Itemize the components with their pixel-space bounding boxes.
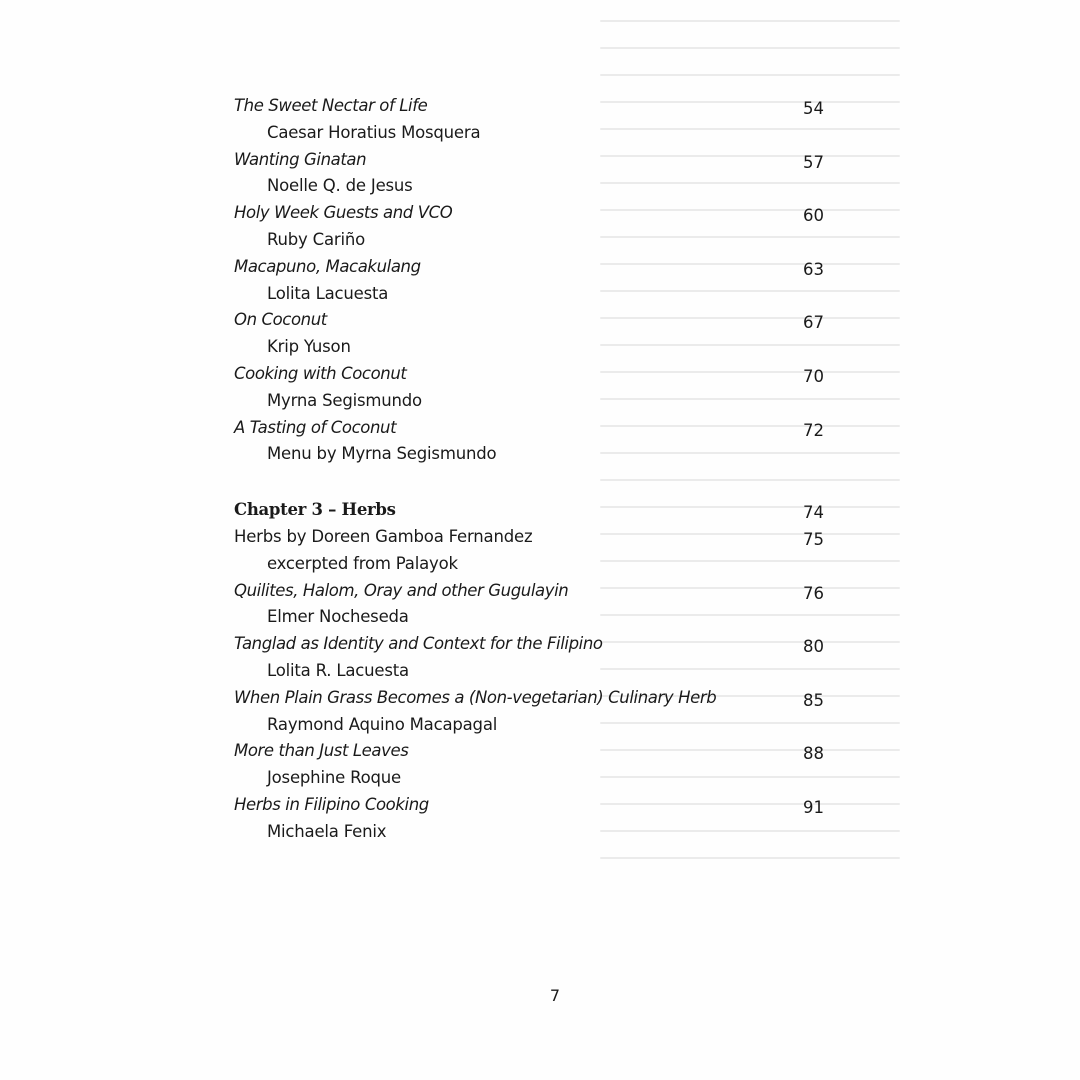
toc-author-row (234, 441, 834, 468)
section-gap (234, 468, 834, 497)
entry-author: Lolita Lacuesta (267, 283, 389, 303)
toc-entry-row (234, 307, 834, 334)
entry-title: Tanglad as Identity and Context for the Filipino (234, 634, 603, 654)
toc-author-row (234, 173, 834, 200)
toc-entry-row (234, 361, 834, 388)
entry-page-number: 67 (803, 313, 824, 333)
entry-title: Holy Week Guests and VCO (234, 203, 453, 223)
entry-title: Macapuno, Macakulang (234, 256, 421, 276)
entry-page-number: 88 (803, 744, 824, 764)
entry-page-number: 75 (803, 529, 824, 549)
toc-author-row (234, 281, 834, 308)
toc-entry-row (234, 738, 834, 765)
entry-author: Raymond Aquino Macapagal (267, 714, 498, 734)
toc-entry-row (234, 415, 834, 442)
toc-author-row (234, 388, 834, 415)
entry-title: Herbs by Doreen Gamboa Fernandez (234, 526, 533, 546)
entry-title: Quilites, Halom, Oray and other Gugulayin (234, 580, 569, 600)
entry-page-number: 63 (803, 259, 824, 279)
toc-entry-row (234, 685, 834, 712)
toc-author-row (234, 334, 834, 361)
toc-entry-row (234, 524, 834, 551)
entry-author: Lolita R. Lacuesta (267, 660, 409, 680)
toc-author-row (234, 658, 834, 685)
toc-author-row (234, 765, 834, 792)
entry-author: Myrna Segismundo (267, 390, 422, 410)
entry-author: Michaela Fenix (267, 821, 387, 841)
entry-page-number: 54 (803, 99, 824, 118)
entry-title: Wanting Ginatan (234, 149, 367, 169)
toc-author-row (234, 120, 834, 147)
toc-author-row (234, 819, 834, 846)
toc-chapter-heading (234, 497, 834, 524)
entry-page-number: 80 (803, 637, 824, 657)
entry-page-number: 70 (803, 366, 824, 386)
page-number: 7 (549, 986, 561, 1005)
entry-page-number: 60 (803, 206, 824, 226)
entry-author: Menu by Myrna Segismundo (267, 444, 497, 464)
table-of-contents (234, 93, 834, 846)
entry-title: A Tasting of Coconut (234, 417, 397, 437)
entry-author: Elmer Nocheseda (267, 607, 409, 627)
entry-title: On Coconut (234, 310, 327, 330)
entry-title: More than Just Leaves (234, 741, 409, 761)
entry-author: Ruby Cariño (267, 229, 366, 249)
entry-author: Noelle Q. de Jesus (267, 176, 413, 196)
toc-author-row (234, 604, 834, 631)
entry-title: When Plain Grass Becomes a (Non-vegetarian) Culinary Herb (234, 687, 717, 707)
entry-title: Herbs in Filipino Cooking (234, 794, 429, 814)
entry-page-number: 72 (803, 420, 824, 440)
entry-page-number: 91 (803, 797, 824, 817)
entry-title: The Sweet Nectar of Life (234, 96, 428, 115)
toc-entry-row (234, 200, 834, 227)
entry-page-number: 76 (803, 583, 824, 603)
toc-author-row (234, 551, 834, 578)
toc-entry-row (234, 254, 834, 281)
entry-author: excerpted from Palayok (267, 553, 458, 573)
entry-page-number: 74 (803, 503, 824, 523)
toc-entry-row (234, 93, 834, 120)
toc-entry-row (234, 631, 834, 658)
entry-author: Krip Yuson (267, 337, 351, 357)
entry-author: Josephine Roque (267, 768, 401, 788)
toc-entry-row (234, 578, 834, 605)
toc-author-row (234, 227, 834, 254)
entry-title: Cooking with Coconut (234, 363, 407, 383)
toc-author-row (234, 712, 834, 739)
toc-entry-row (234, 792, 834, 819)
toc-entry-row (234, 147, 834, 174)
entry-page-number: 85 (803, 690, 824, 710)
chapter-title: Chapter 3 – Herbs (234, 500, 396, 520)
entry-page-number: 57 (803, 152, 824, 172)
entry-author: Caesar Horatius Mosquera (267, 122, 481, 142)
